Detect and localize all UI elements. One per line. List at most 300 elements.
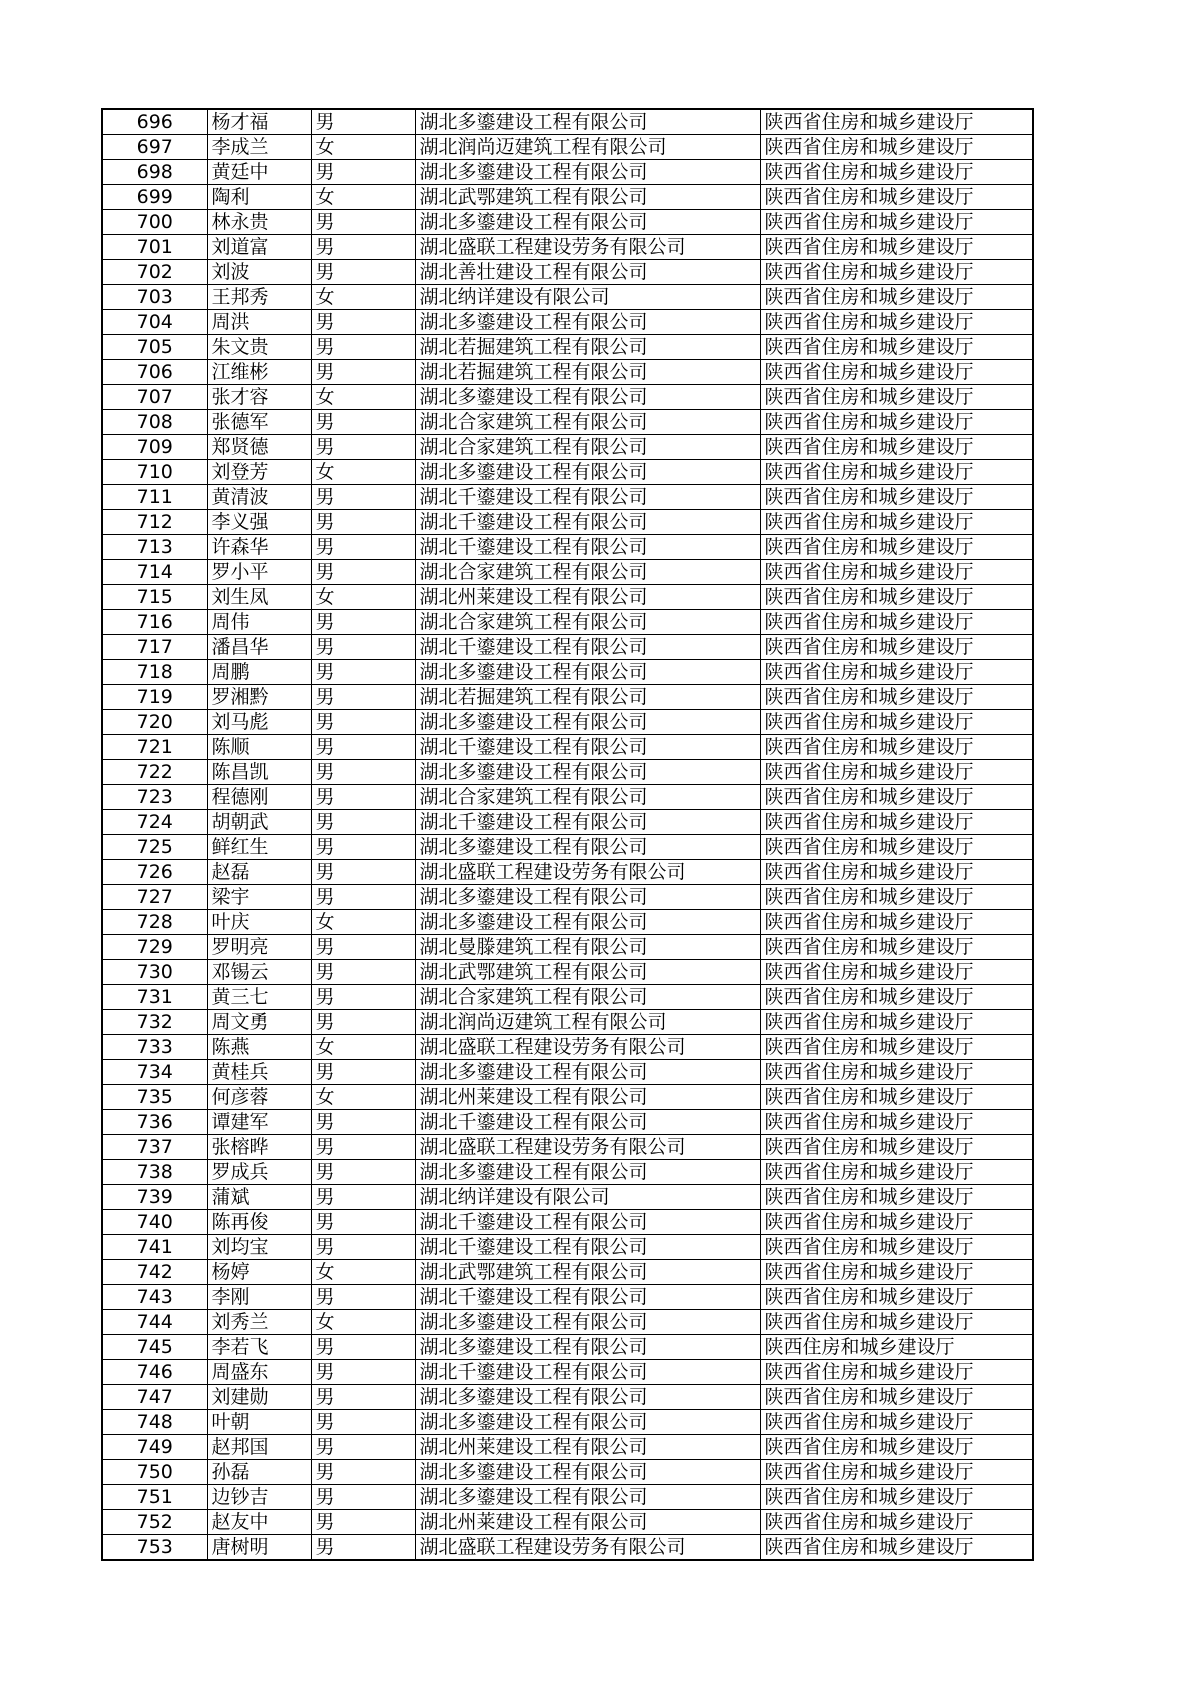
row-number-cell: 746 [102, 1360, 207, 1385]
gender-cell: 女 [311, 910, 415, 935]
gender-cell: 女 [311, 1035, 415, 1060]
table-row [102, 960, 1033, 985]
row-number-cell: 714 [102, 560, 207, 585]
issuing-authority-cell: 陕西住房和城乡建设厅 [760, 1335, 1033, 1360]
table-row [102, 485, 1033, 510]
gender-cell: 男 [311, 935, 415, 960]
table-row [102, 1460, 1033, 1485]
name-cell: 林永贵 [207, 210, 311, 235]
gender-cell: 女 [311, 385, 415, 410]
gender-cell: 女 [311, 1260, 415, 1285]
issuing-authority-cell: 陕西省住房和城乡建设厅 [760, 235, 1033, 260]
table-row [102, 535, 1033, 560]
row-number-cell: 702 [102, 260, 207, 285]
name-cell: 张才容 [207, 385, 311, 410]
name-cell: 刘道富 [207, 235, 311, 260]
row-number-cell: 743 [102, 1285, 207, 1310]
table-row [102, 660, 1033, 685]
table-row [102, 735, 1033, 760]
table-row [102, 685, 1033, 710]
table-row [102, 835, 1033, 860]
gender-cell: 男 [311, 685, 415, 710]
company-cell: 湖北多鎏建设工程有限公司 [415, 1460, 760, 1485]
name-cell: 谭建军 [207, 1110, 311, 1135]
company-cell: 湖北武鄂建筑工程有限公司 [415, 185, 760, 210]
row-number-cell: 712 [102, 510, 207, 535]
gender-cell: 男 [311, 1010, 415, 1035]
issuing-authority-cell: 陕西省住房和城乡建设厅 [760, 960, 1033, 985]
company-cell: 湖北多鎏建设工程有限公司 [415, 460, 760, 485]
gender-cell: 男 [311, 1210, 415, 1235]
row-number-cell: 727 [102, 885, 207, 910]
name-cell: 陶利 [207, 185, 311, 210]
issuing-authority-cell: 陕西省住房和城乡建设厅 [760, 1360, 1033, 1385]
table-row [102, 360, 1033, 385]
table-row [102, 335, 1033, 360]
table-row [102, 760, 1033, 785]
company-cell: 湖北多鎏建设工程有限公司 [415, 1060, 760, 1085]
gender-cell: 男 [311, 510, 415, 535]
name-cell: 刘波 [207, 260, 311, 285]
name-cell: 叶庆 [207, 910, 311, 935]
table-row [102, 210, 1033, 235]
row-number-cell: 708 [102, 410, 207, 435]
name-cell: 孙磊 [207, 1460, 311, 1485]
company-cell: 湖北州莱建设工程有限公司 [415, 585, 760, 610]
issuing-authority-cell: 陕西省住房和城乡建设厅 [760, 135, 1033, 160]
issuing-authority-cell: 陕西省住房和城乡建设厅 [760, 885, 1033, 910]
table-row [102, 1285, 1033, 1310]
company-cell: 湖北武鄂建筑工程有限公司 [415, 1260, 760, 1285]
gender-cell: 男 [311, 785, 415, 810]
gender-cell: 男 [311, 1435, 415, 1460]
table-row [102, 1210, 1033, 1235]
table-row [102, 560, 1033, 585]
name-cell: 唐树明 [207, 1535, 311, 1561]
issuing-authority-cell: 陕西省住房和城乡建设厅 [760, 1485, 1033, 1510]
table-row [102, 1385, 1033, 1410]
table-row [102, 910, 1033, 935]
name-cell: 鲜红生 [207, 835, 311, 860]
company-cell: 湖北盛联工程建设劳务有限公司 [415, 1535, 760, 1561]
name-cell: 杨婷 [207, 1260, 311, 1285]
company-cell: 湖北多鎏建设工程有限公司 [415, 160, 760, 185]
table-row [102, 410, 1033, 435]
gender-cell: 男 [311, 710, 415, 735]
table-row [102, 635, 1033, 660]
row-number-cell: 724 [102, 810, 207, 835]
row-number-cell: 706 [102, 360, 207, 385]
issuing-authority-cell: 陕西省住房和城乡建设厅 [760, 835, 1033, 860]
issuing-authority-cell: 陕西省住房和城乡建设厅 [760, 1260, 1033, 1285]
table-row [102, 310, 1033, 335]
gender-cell: 男 [311, 1110, 415, 1135]
gender-cell: 女 [311, 460, 415, 485]
issuing-authority-cell: 陕西省住房和城乡建设厅 [760, 1160, 1033, 1185]
company-cell: 湖北润尚迈建筑工程有限公司 [415, 135, 760, 160]
company-cell: 湖北千鎏建设工程有限公司 [415, 510, 760, 535]
table-row [102, 109, 1033, 135]
row-number-cell: 707 [102, 385, 207, 410]
table-row [102, 1410, 1033, 1435]
gender-cell: 男 [311, 260, 415, 285]
gender-cell: 男 [311, 1335, 415, 1360]
gender-cell: 男 [311, 1060, 415, 1085]
table-row [102, 460, 1033, 485]
row-number-cell: 747 [102, 1385, 207, 1410]
row-number-cell: 698 [102, 160, 207, 185]
issuing-authority-cell: 陕西省住房和城乡建设厅 [760, 635, 1033, 660]
name-cell: 李若飞 [207, 1335, 311, 1360]
row-number-cell: 742 [102, 1260, 207, 1285]
row-number-cell: 719 [102, 685, 207, 710]
company-cell: 湖北多鎏建设工程有限公司 [415, 910, 760, 935]
row-number-cell: 723 [102, 785, 207, 810]
issuing-authority-cell: 陕西省住房和城乡建设厅 [760, 785, 1033, 810]
table-row [102, 285, 1033, 310]
row-number-cell: 697 [102, 135, 207, 160]
row-number-cell: 730 [102, 960, 207, 985]
company-cell: 湖北若掘建筑工程有限公司 [415, 335, 760, 360]
row-number-cell: 729 [102, 935, 207, 960]
company-cell: 湖北多鎏建设工程有限公司 [415, 1335, 760, 1360]
gender-cell: 女 [311, 185, 415, 210]
table-row [102, 885, 1033, 910]
row-number-cell: 748 [102, 1410, 207, 1435]
issuing-authority-cell: 陕西省住房和城乡建设厅 [760, 535, 1033, 560]
company-cell: 湖北多鎏建设工程有限公司 [415, 109, 760, 135]
row-number-cell: 744 [102, 1310, 207, 1335]
issuing-authority-cell: 陕西省住房和城乡建设厅 [760, 410, 1033, 435]
company-cell: 湖北多鎏建设工程有限公司 [415, 1485, 760, 1510]
name-cell: 黄三七 [207, 985, 311, 1010]
name-cell: 赵磊 [207, 860, 311, 885]
row-number-cell: 710 [102, 460, 207, 485]
issuing-authority-cell: 陕西省住房和城乡建设厅 [760, 1135, 1033, 1160]
name-cell: 梁宇 [207, 885, 311, 910]
issuing-authority-cell: 陕西省住房和城乡建设厅 [760, 435, 1033, 460]
gender-cell: 男 [311, 1460, 415, 1485]
issuing-authority-cell: 陕西省住房和城乡建设厅 [760, 109, 1033, 135]
row-number-cell: 753 [102, 1535, 207, 1561]
company-cell: 湖北合家建筑工程有限公司 [415, 410, 760, 435]
table-row [102, 260, 1033, 285]
gender-cell: 男 [311, 1160, 415, 1185]
table-row [102, 1335, 1033, 1360]
gender-cell: 男 [311, 1185, 415, 1210]
issuing-authority-cell: 陕西省住房和城乡建设厅 [760, 860, 1033, 885]
name-cell: 刘马彪 [207, 710, 311, 735]
table-row [102, 810, 1033, 835]
gender-cell: 男 [311, 610, 415, 635]
gender-cell: 男 [311, 1285, 415, 1310]
name-cell: 郑贤德 [207, 435, 311, 460]
name-cell: 李义强 [207, 510, 311, 535]
issuing-authority-cell: 陕西省住房和城乡建设厅 [760, 210, 1033, 235]
row-number-cell: 704 [102, 310, 207, 335]
gender-cell: 女 [311, 285, 415, 310]
gender-cell: 男 [311, 960, 415, 985]
company-cell: 湖北千鎏建设工程有限公司 [415, 1235, 760, 1260]
row-number-cell: 751 [102, 1485, 207, 1510]
gender-cell: 男 [311, 1385, 415, 1410]
table-row [102, 1510, 1033, 1535]
company-cell: 湖北合家建筑工程有限公司 [415, 785, 760, 810]
company-cell: 湖北州莱建设工程有限公司 [415, 1085, 760, 1110]
issuing-authority-cell: 陕西省住房和城乡建设厅 [760, 1085, 1033, 1110]
name-cell: 陈再俊 [207, 1210, 311, 1235]
issuing-authority-cell: 陕西省住房和城乡建设厅 [760, 1535, 1033, 1561]
row-number-cell: 740 [102, 1210, 207, 1235]
gender-cell: 男 [311, 1235, 415, 1260]
company-cell: 湖北盛联工程建设劳务有限公司 [415, 1135, 760, 1160]
company-cell: 湖北多鎏建设工程有限公司 [415, 1410, 760, 1435]
table-row [102, 1110, 1033, 1135]
row-number-cell: 716 [102, 610, 207, 635]
row-number-cell: 745 [102, 1335, 207, 1360]
gender-cell: 男 [311, 235, 415, 260]
company-cell: 湖北千鎏建设工程有限公司 [415, 535, 760, 560]
name-cell: 张德军 [207, 410, 311, 435]
gender-cell: 男 [311, 560, 415, 585]
table-row [102, 1485, 1033, 1510]
name-cell: 赵友中 [207, 1510, 311, 1535]
company-cell: 湖北盛联工程建设劳务有限公司 [415, 235, 760, 260]
row-number-cell: 721 [102, 735, 207, 760]
name-cell: 胡朝武 [207, 810, 311, 835]
gender-cell: 男 [311, 210, 415, 235]
name-cell: 陈燕 [207, 1035, 311, 1060]
gender-cell: 男 [311, 435, 415, 460]
company-cell: 湖北曼滕建筑工程有限公司 [415, 935, 760, 960]
company-cell: 湖北合家建筑工程有限公司 [415, 560, 760, 585]
issuing-authority-cell: 陕西省住房和城乡建设厅 [760, 260, 1033, 285]
issuing-authority-cell: 陕西省住房和城乡建设厅 [760, 660, 1033, 685]
row-number-cell: 701 [102, 235, 207, 260]
name-cell: 李成兰 [207, 135, 311, 160]
name-cell: 刘登芳 [207, 460, 311, 485]
company-cell: 湖北千鎏建设工程有限公司 [415, 810, 760, 835]
issuing-authority-cell: 陕西省住房和城乡建设厅 [760, 1010, 1033, 1035]
gender-cell: 男 [311, 1485, 415, 1510]
name-cell: 边钞吉 [207, 1485, 311, 1510]
row-number-cell: 731 [102, 985, 207, 1010]
table-row [102, 785, 1033, 810]
row-number-cell: 750 [102, 1460, 207, 1485]
name-cell: 刘秀兰 [207, 1310, 311, 1335]
table-row [102, 1060, 1033, 1085]
row-number-cell: 728 [102, 910, 207, 935]
issuing-authority-cell: 陕西省住房和城乡建设厅 [760, 1285, 1033, 1310]
name-cell: 罗成兵 [207, 1160, 311, 1185]
row-number-cell: 739 [102, 1185, 207, 1210]
row-number-cell: 736 [102, 1110, 207, 1135]
issuing-authority-cell: 陕西省住房和城乡建设厅 [760, 485, 1033, 510]
name-cell: 叶朝 [207, 1410, 311, 1435]
name-cell: 王邦秀 [207, 285, 311, 310]
issuing-authority-cell: 陕西省住房和城乡建设厅 [760, 560, 1033, 585]
name-cell: 周文勇 [207, 1010, 311, 1035]
row-number-cell: 749 [102, 1435, 207, 1460]
table-row [102, 1260, 1033, 1285]
row-number-cell: 725 [102, 835, 207, 860]
name-cell: 周盛东 [207, 1360, 311, 1385]
gender-cell: 女 [311, 135, 415, 160]
issuing-authority-cell: 陕西省住房和城乡建设厅 [760, 510, 1033, 535]
name-cell: 罗明亮 [207, 935, 311, 960]
issuing-authority-cell: 陕西省住房和城乡建设厅 [760, 1460, 1033, 1485]
table-row [102, 1085, 1033, 1110]
table-row [102, 235, 1033, 260]
gender-cell: 男 [311, 660, 415, 685]
gender-cell: 女 [311, 1310, 415, 1335]
table-row [102, 1310, 1033, 1335]
row-number-cell: 726 [102, 860, 207, 885]
row-number-cell: 699 [102, 185, 207, 210]
company-cell: 湖北多鎏建设工程有限公司 [415, 1160, 760, 1185]
table-row [102, 185, 1033, 210]
gender-cell: 男 [311, 635, 415, 660]
gender-cell: 女 [311, 1085, 415, 1110]
name-cell: 潘昌华 [207, 635, 311, 660]
company-cell: 湖北盛联工程建设劳务有限公司 [415, 1035, 760, 1060]
issuing-authority-cell: 陕西省住房和城乡建设厅 [760, 1310, 1033, 1335]
company-cell: 湖北多鎏建设工程有限公司 [415, 760, 760, 785]
issuing-authority-cell: 陕西省住房和城乡建设厅 [760, 985, 1033, 1010]
table-row [102, 585, 1033, 610]
issuing-authority-cell: 陕西省住房和城乡建设厅 [760, 685, 1033, 710]
gender-cell: 男 [311, 835, 415, 860]
name-cell: 程德刚 [207, 785, 311, 810]
gender-cell: 男 [311, 485, 415, 510]
issuing-authority-cell: 陕西省住房和城乡建设厅 [760, 1435, 1033, 1460]
issuing-authority-cell: 陕西省住房和城乡建设厅 [760, 335, 1033, 360]
table-row [102, 1010, 1033, 1035]
issuing-authority-cell: 陕西省住房和城乡建设厅 [760, 1060, 1033, 1085]
row-number-cell: 717 [102, 635, 207, 660]
table-row [102, 385, 1033, 410]
gender-cell: 男 [311, 885, 415, 910]
table-row [102, 1535, 1033, 1561]
table-row [102, 135, 1033, 160]
company-cell: 湖北多鎏建设工程有限公司 [415, 660, 760, 685]
gender-cell: 男 [311, 1535, 415, 1561]
company-cell: 湖北多鎏建设工程有限公司 [415, 310, 760, 335]
name-cell: 杨才福 [207, 109, 311, 135]
row-number-cell: 715 [102, 585, 207, 610]
row-number-cell: 735 [102, 1085, 207, 1110]
issuing-authority-cell: 陕西省住房和城乡建设厅 [760, 1385, 1033, 1410]
table-row [102, 935, 1033, 960]
name-cell: 刘均宝 [207, 1235, 311, 1260]
company-cell: 湖北纳详建设有限公司 [415, 1185, 760, 1210]
company-cell: 湖北多鎏建设工程有限公司 [415, 385, 760, 410]
company-cell: 湖北多鎏建设工程有限公司 [415, 1310, 760, 1335]
company-cell: 湖北武鄂建筑工程有限公司 [415, 960, 760, 985]
company-cell: 湖北善壮建设工程有限公司 [415, 260, 760, 285]
name-cell: 何彦蓉 [207, 1085, 311, 1110]
table-row [102, 160, 1033, 185]
company-cell: 湖北千鎏建设工程有限公司 [415, 635, 760, 660]
company-cell: 湖北若掘建筑工程有限公司 [415, 360, 760, 385]
company-cell: 湖北多鎏建设工程有限公司 [415, 710, 760, 735]
company-cell: 湖北多鎏建设工程有限公司 [415, 885, 760, 910]
row-number-cell: 720 [102, 710, 207, 735]
name-cell: 赵邦国 [207, 1435, 311, 1460]
issuing-authority-cell: 陕西省住房和城乡建设厅 [760, 185, 1033, 210]
name-cell: 朱文贵 [207, 335, 311, 360]
table-row [102, 610, 1033, 635]
company-cell: 湖北合家建筑工程有限公司 [415, 435, 760, 460]
gender-cell: 男 [311, 160, 415, 185]
issuing-authority-cell: 陕西省住房和城乡建设厅 [760, 385, 1033, 410]
gender-cell: 男 [311, 735, 415, 760]
name-cell: 罗小平 [207, 560, 311, 585]
personnel-table [101, 108, 1034, 1561]
name-cell: 许森华 [207, 535, 311, 560]
company-cell: 湖北纳详建设有限公司 [415, 285, 760, 310]
row-number-cell: 700 [102, 210, 207, 235]
company-cell: 湖北千鎏建设工程有限公司 [415, 735, 760, 760]
name-cell: 陈昌凯 [207, 760, 311, 785]
name-cell: 周伟 [207, 610, 311, 635]
row-number-cell: 737 [102, 1135, 207, 1160]
gender-cell: 男 [311, 335, 415, 360]
row-number-cell: 709 [102, 435, 207, 460]
company-cell: 湖北千鎏建设工程有限公司 [415, 1360, 760, 1385]
table-row [102, 510, 1033, 535]
table-row [102, 1185, 1033, 1210]
company-cell: 湖北合家建筑工程有限公司 [415, 610, 760, 635]
company-cell: 湖北多鎏建设工程有限公司 [415, 1385, 760, 1410]
gender-cell: 女 [311, 585, 415, 610]
name-cell: 黄廷中 [207, 160, 311, 185]
row-number-cell: 738 [102, 1160, 207, 1185]
issuing-authority-cell: 陕西省住房和城乡建设厅 [760, 610, 1033, 635]
company-cell: 湖北千鎏建设工程有限公司 [415, 485, 760, 510]
gender-cell: 男 [311, 760, 415, 785]
row-number-cell: 734 [102, 1060, 207, 1085]
name-cell: 江维彬 [207, 360, 311, 385]
gender-cell: 男 [311, 1410, 415, 1435]
table-row [102, 710, 1033, 735]
gender-cell: 男 [311, 109, 415, 135]
row-number-cell: 705 [102, 335, 207, 360]
company-cell: 湖北千鎏建设工程有限公司 [415, 1210, 760, 1235]
row-number-cell: 696 [102, 109, 207, 135]
issuing-authority-cell: 陕西省住房和城乡建设厅 [760, 460, 1033, 485]
table-row [102, 985, 1033, 1010]
row-number-cell: 718 [102, 660, 207, 685]
name-cell: 蒲斌 [207, 1185, 311, 1210]
table-row [102, 435, 1033, 460]
row-number-cell: 703 [102, 285, 207, 310]
issuing-authority-cell: 陕西省住房和城乡建设厅 [760, 1210, 1033, 1235]
issuing-authority-cell: 陕西省住房和城乡建设厅 [760, 310, 1033, 335]
company-cell: 湖北千鎏建设工程有限公司 [415, 1285, 760, 1310]
gender-cell: 男 [311, 310, 415, 335]
company-cell: 湖北盛联工程建设劳务有限公司 [415, 860, 760, 885]
company-cell: 湖北州莱建设工程有限公司 [415, 1510, 760, 1535]
name-cell: 周洪 [207, 310, 311, 335]
company-cell: 湖北若掘建筑工程有限公司 [415, 685, 760, 710]
issuing-authority-cell: 陕西省住房和城乡建设厅 [760, 710, 1033, 735]
issuing-authority-cell: 陕西省住房和城乡建设厅 [760, 1035, 1033, 1060]
table-row [102, 860, 1033, 885]
table-row [102, 1235, 1033, 1260]
gender-cell: 男 [311, 360, 415, 385]
issuing-authority-cell: 陕西省住房和城乡建设厅 [760, 760, 1033, 785]
